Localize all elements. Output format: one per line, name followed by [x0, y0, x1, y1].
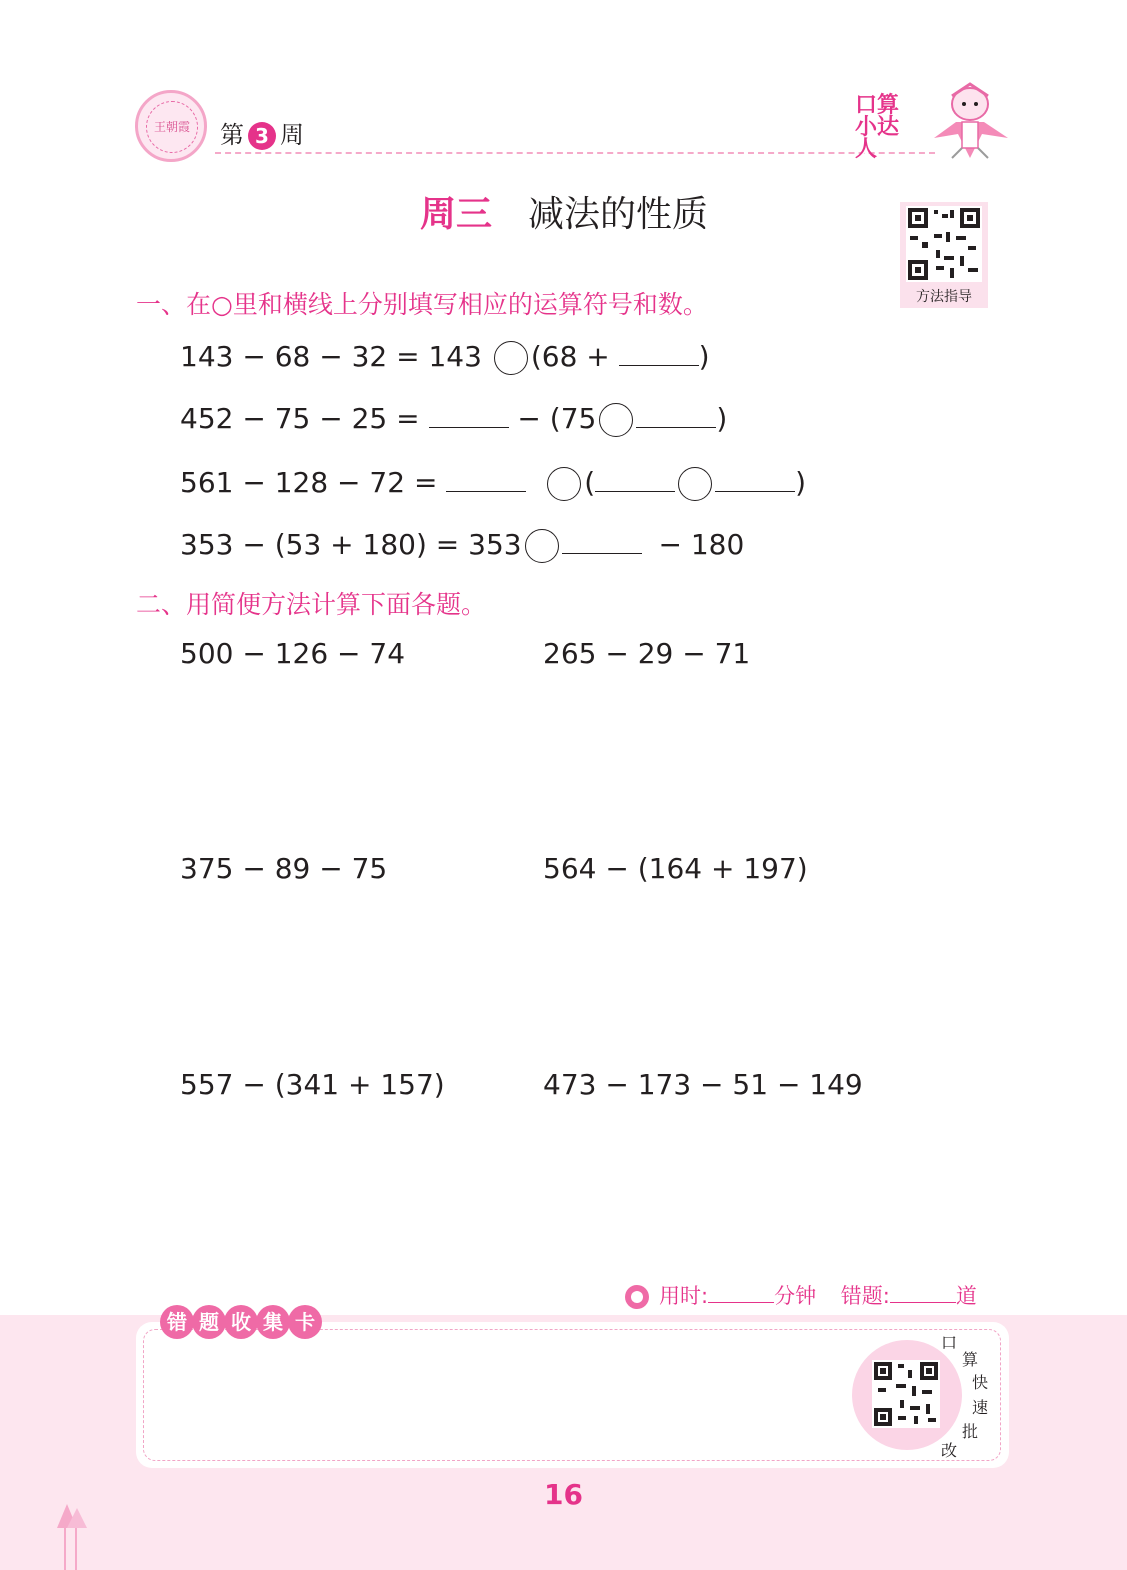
operator-circle[interactable] — [599, 403, 633, 437]
answer-blank[interactable] — [715, 467, 795, 492]
operator-circle[interactable] — [525, 529, 559, 563]
quick-check-char: 算 — [962, 1350, 979, 1369]
header-divider — [215, 152, 935, 154]
quick-check-char: 口 — [941, 1333, 958, 1352]
quick-check-char: 改 — [941, 1441, 958, 1460]
title-topic: 减法的性质 — [528, 194, 709, 235]
page-number: 16 — [544, 1478, 583, 1511]
section2-heading: 二、用简便方法计算下面各题。 — [136, 590, 487, 619]
decorative-arrows-icon — [55, 1500, 89, 1570]
answer-blank[interactable] — [446, 467, 526, 492]
method-guide-qr[interactable] — [900, 202, 988, 308]
qr-code-icon — [872, 1360, 940, 1428]
answer-blank[interactable] — [562, 529, 642, 554]
quick-check-char: 快 — [972, 1373, 989, 1392]
week-number: 3 — [248, 122, 276, 150]
title-day: 周三 — [420, 194, 493, 235]
problem-4: 564 − (164 + 197) — [543, 852, 808, 885]
answer-blank[interactable] — [619, 341, 699, 366]
answer-blank[interactable] — [636, 403, 716, 428]
answer-blank[interactable] — [595, 467, 675, 492]
problem-3: 375 − 89 − 75 — [180, 852, 388, 885]
fill-line-1: 143 − 68 − 32 = 143 (68 + ) — [180, 340, 710, 373]
mistake-card-title: 错 题 收 集 卡 — [160, 1305, 320, 1339]
operator-circle[interactable] — [678, 467, 712, 501]
logo-seal — [135, 90, 207, 162]
week-label: 第 3 周 — [220, 121, 304, 149]
problem-1: 500 − 126 − 74 — [180, 637, 406, 670]
page-title — [420, 186, 708, 237]
mascot-illustration — [922, 78, 1014, 168]
quick-check-qr[interactable] — [852, 1340, 962, 1450]
time-blank[interactable] — [708, 1282, 774, 1303]
operator-circle[interactable] — [494, 341, 528, 375]
stopwatch-icon — [625, 1285, 649, 1309]
problem-6: 473 − 173 − 51 − 149 — [543, 1068, 863, 1101]
problem-2: 265 − 29 − 71 — [543, 637, 751, 670]
errors-blank[interactable] — [890, 1282, 956, 1303]
quick-check-char: 批 — [962, 1422, 979, 1441]
brand-logo: 口算 小达人 — [855, 93, 900, 162]
fill-line-4: 353 − (53 + 180) = 353 − 180 — [180, 528, 745, 561]
operator-circle[interactable] — [547, 467, 581, 501]
logo-text: 王朝霞 — [146, 101, 198, 153]
time-error-record: 用时: 分钟 错题: 道 — [625, 1280, 977, 1310]
qr-code-icon — [906, 206, 982, 282]
qr-label: 方法指导 — [916, 289, 972, 305]
fill-line-2: 452 − 75 − 25 = − (75 ) — [180, 402, 728, 435]
answer-blank[interactable] — [429, 403, 509, 428]
problem-5: 557 − (341 + 157) — [180, 1068, 445, 1101]
fill-line-3: 561 − 128 − 72 = ( ) — [180, 466, 807, 499]
section1-heading: 一、在○里和横线上分别填写相应的运算符号和数。 — [136, 290, 708, 319]
quick-check-char: 速 — [972, 1398, 989, 1417]
